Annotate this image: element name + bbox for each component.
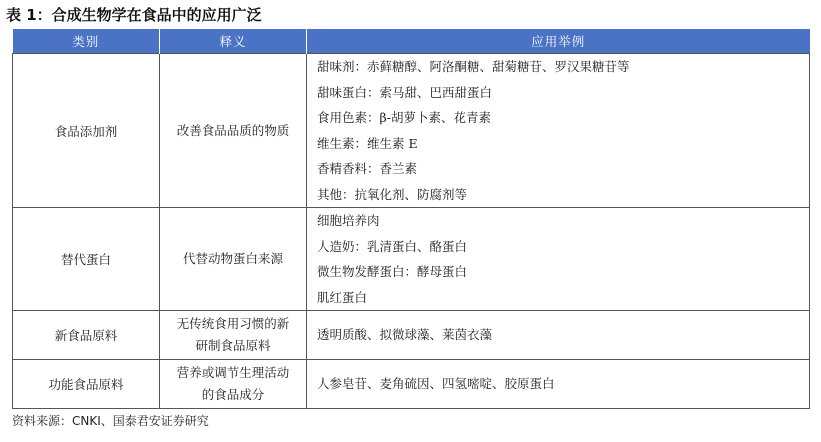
table-row xyxy=(13,54,810,208)
table-row xyxy=(13,311,810,360)
table-header-row xyxy=(13,29,810,54)
example-line: 甜味剂：赤藓糖醇、阿洛酮糖、甜菊糖苷、罗汉果糖苷等 xyxy=(317,59,630,74)
synbio-food-table xyxy=(12,29,810,409)
example-line: 人参皂苷、麦角硫因、四氢嘧啶、胶原蛋白 xyxy=(317,376,555,392)
definition-line: 营养或调节生理活动 xyxy=(176,365,290,380)
header-definition: 释义 xyxy=(160,29,307,54)
definition-line: 改善食品品质的物质 xyxy=(176,122,290,138)
cell-category: 食品添加剂 xyxy=(13,54,160,208)
cell-category: 功能食品原料 xyxy=(13,360,160,409)
source-note: 资料来源：CNKI、国泰君安证券研究 xyxy=(12,414,209,428)
example-line: 食用色素：β-胡萝卜素、花青素 xyxy=(317,110,491,125)
definition-line: 代替动物蛋白来源 xyxy=(182,251,283,266)
table-row xyxy=(13,360,810,409)
header-category: 类别 xyxy=(13,29,160,54)
header-examples: 应用举例 xyxy=(307,29,810,54)
cell-examples xyxy=(307,208,810,311)
cell-definition xyxy=(160,54,307,208)
definition-line: 的食品成分 xyxy=(201,387,265,402)
cell-definition xyxy=(160,360,307,409)
example-line: 细胞培养肉 xyxy=(317,213,380,228)
cell-definition xyxy=(160,208,307,311)
example-line: 人造奶：乳清蛋白、酪蛋白 xyxy=(317,238,468,254)
example-line: 甜味蛋白：索马甜、巴西甜蛋白 xyxy=(317,84,493,100)
example-line: 维生素：维生素 E xyxy=(317,135,418,151)
cell-category: 新食品原料 xyxy=(13,311,160,360)
cell-category: 替代蛋白 xyxy=(13,208,160,311)
cell-definition xyxy=(160,311,307,360)
example-line: 微生物发酵蛋白：酵母蛋白 xyxy=(317,264,468,279)
cell-examples xyxy=(307,311,810,360)
example-line: 其他：抗氧化剂、防腐剂等 xyxy=(317,186,468,202)
definition-line: 无传统食用习惯的新 xyxy=(176,316,290,331)
example-line: 透明质酸、拟微球藻、莱茵衣藻 xyxy=(317,327,493,343)
example-line: 肌红蛋白 xyxy=(317,289,368,305)
cell-examples xyxy=(307,360,810,409)
table-title: 表 1：合成生物学在食品中的应用广泛 xyxy=(6,6,262,24)
table-row xyxy=(13,208,810,311)
definition-line: 研制食品原料 xyxy=(195,338,271,353)
example-line: 香精香料：香兰素 xyxy=(317,161,418,176)
cell-examples xyxy=(307,54,810,208)
